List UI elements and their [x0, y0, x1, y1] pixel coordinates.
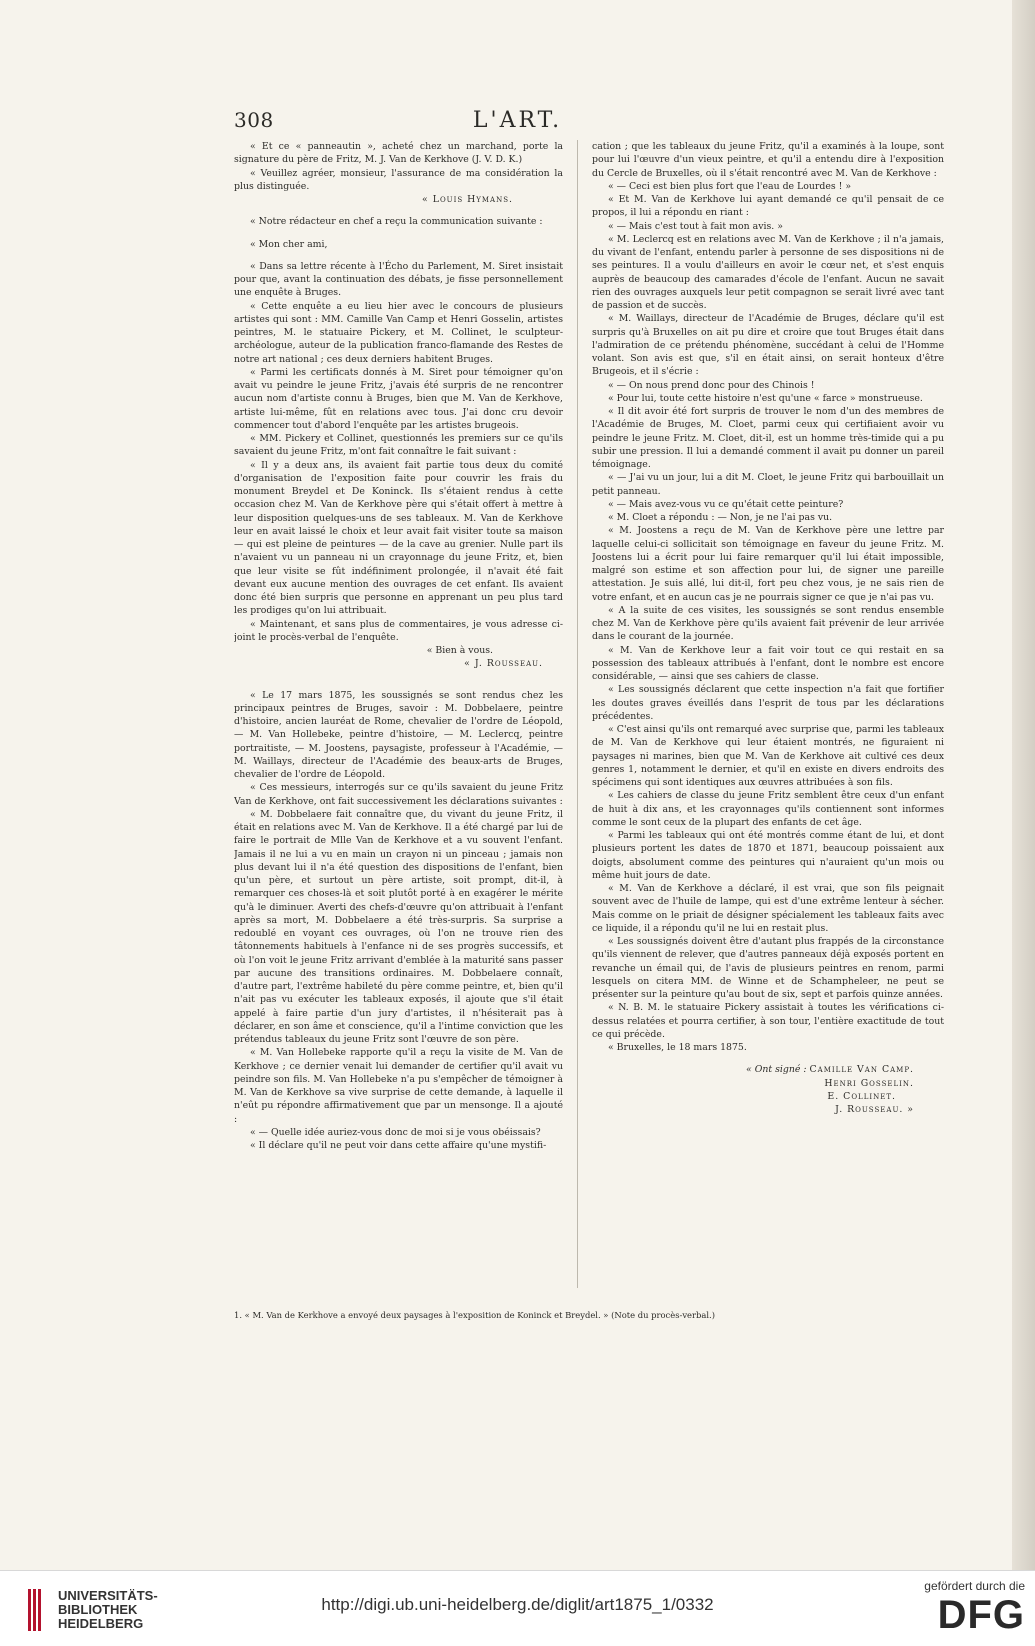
paragraph: « Le 17 mars 1875, les soussignés se sont rendus chez les principaux peintres de Bruges, savoir : M. Dobbelaere, peintre d'histoire, ancien lauréat de Rome, chevalier de l'ordre de Léopold, — M. Van Hollebeke, peintre d'histoire, — M. Leclercq, peintre portraitiste, — M. Joostens, paysagiste, professeur à l'Académie, — M. Waillays, directeur de l'Académie des beaux-arts de Bruges, chevalier de l'ordre de Léopold. [234, 689, 563, 780]
paragraph: « A la suite de ces visites, les soussignés se sont rendus ensemble chez M. Van de Kerkhove père qu'ils avaient fait prévenir de leur arrivée dans le courant de la journée. [592, 604, 944, 643]
library-name-line: BIBLIOTHEK [58, 1602, 138, 1617]
paragraph: « Veuillez agréer, monsieur, l'assurance de ma considération la plus distinguée. [234, 167, 563, 192]
paragraph: « Parmi les certificats donnés à M. Siret pour témoigner qu'on avait vu peindre le jeune Fritz, j'avais été surpris de ne rencontrer aucun nom d'artiste connu à Bruges, bien que M. Van de Kerkhove, artiste lui-même, fût en relations avec tous. J'ai donc cru devoir commencer tout d'abord l'enquête par les artistes brugeois. [234, 366, 563, 431]
paragraph: « Il y a deux ans, ils avaient fait partie tous deux du comité d'organisation de l'exposition faite pour couvrir les frais du monument Breydel et De Koninck. Ils s'étaient rendus à cette occasion chez M. Van de Kerkhove père qui s'était offert à mettre à leur disposition quelques-uns de ses tableaux. M. Van de Kerkhove leur en avait laissé le choix et leur avait fait visiter toute sa maison — qui est pleine de peintures — de la cave au grenier. Nulle part ils n'avaient vu un panneau ni un crayonnage du jeune Fritz, et, bien que leur visite se fût indéfiniment prolongée, il n'avait été fait devant eux aucune mention des ouvrages de cet enfant. Ils avaient donc été bien surpris que personne en apprenant un peu plus tard les prodiges qu'on lui attribuait. [234, 459, 563, 617]
paragraph: « MM. Pickery et Collinet, questionnés les premiers sur ce qu'ils savaient du jeune Fritz, m'ont fait connaître le fait suivant : [234, 433, 563, 458]
library-name-line: UNIVERSITÄTS- [58, 1588, 158, 1603]
closing: « Bien à vous. [426, 645, 493, 656]
signature-hymans: « Louis Hymans. [422, 194, 513, 205]
permalink[interactable]: http://digi.ub.uni-heidelberg.de/diglit/art1875_1/0332 [321, 1595, 714, 1614]
paragraph: « Il dit avoir été fort surpris de trouver le nom d'un des membres de l'Académie de Bruges, M. Cloet, parmi ceux qui certifiaient avoir vu peindre le jeune Fritz. M. Cloet, dit-il, est un homme très-timide qui a pu subir une pression. Il lui a demandé comment il avait pu donner un pareil témoignage. [592, 406, 944, 470]
paragraph: « Dans sa lettre récente à l'Écho du Parlement, M. Siret insistait pour que, avant la continuation des débats, je fisse personnellement une enquête à Bruges. [234, 260, 563, 299]
paragraph: « M. Van de Kerkhove a déclaré, il est vrai, que son fils peignait souvent avec de l'huile de lampe, qui est d'une extrême lenteur à sécher. Mais comme on le priait de désigner spécialement les tableaux faits avec ce liquide, il a répondu qu'il ne lui en restait plus. [592, 883, 944, 934]
paragraph: « Les cahiers de classe du jeune Fritz semblent être ceux d'un enfant de huit à dix ans, et les crayonnages qu'ils contiennent sont informes comme le sont ceux de la plupart des enfants de cet âge. [592, 790, 944, 828]
paragraph: « Cette enquête a eu lieu hier avec le concours de plusieurs artistes qui sont : MM. Camille Van Camp et Henri Gosselin, artistes peintres, M. le statuaire Pickery, et M. Collinet, le sculpteur-archéologue, auteur de la publication franco-flamande des Restes de notre art national ; ces deux derniers habitent Bruges. [234, 300, 563, 365]
signer: Camille Van Camp. [809, 1064, 914, 1076]
paragraph: « M. Leclercq est en relations avec M. Van de Kerkhove ; il n'a jamais, du vivant de l'enfant, entendu parler à personne de ses dispositions ni de ses peintures. Il a voulu d'ailleurs en avoir le cœur net, et s'est enquis auprès de beaucoup des camarades d'école de l'enfant. Aucun ne savait rien des ouvrages auxquels leur petit compagnon se serait livré avec tant de passion et de succès. [592, 233, 944, 311]
page-edge [1012, 0, 1035, 1570]
signer: E. Collinet. [827, 1090, 896, 1102]
paragraph: « — Mais avez-vous vu ce qu'était cette peinture? [608, 498, 844, 510]
signature-rousseau: « J. Rousseau. [464, 658, 543, 670]
left-column [234, 140, 563, 1288]
paragraph: « — Ceci est bien plus fort que l'eau de Lourdes ! » [608, 180, 852, 192]
dfg-logo: DFG [937, 1593, 1025, 1637]
paragraph: « Pour lui, toute cette histoire n'est qu'une « farce » monstrueuse. [608, 392, 923, 404]
paragraph: « N. B. M. le statuaire Pickery assistait à toutes les vérifications ci-dessus relatées et pourra certifier, à son tour, l'entière exactitude de tout ce qui précède. [592, 1002, 944, 1040]
paragraph: « Parmi les tableaux qui ont été montrés comme étant de lui, et dont plusieurs portent les dates de 1870 et 1871, beaucoup poissaient aux doigts, absolument comme des peintures qui n'auraient qu'un mois ou même huit jours de date. [592, 830, 944, 881]
paragraph: « M. Waillays, directeur de l'Académie de Bruges, déclare qu'il est surpris qu'à Bruxelles on ait pu dire et croire que tout Bruges était dans l'admiration de ce prétendu phénomène, succédant à celui de l'Homme volant. Son avis est que, s'il en était ainsi, on serait honteux d'être Brugeois, et il s'écrie : [592, 313, 944, 378]
paragraph: « M. Van de Kerkhove leur a fait voir tout ce qui restait en sa possession des tableaux attribués à l'enfant, dont le nombre est encore considérable, — ainsi que ses cahiers de classe. [592, 644, 944, 682]
paragraph: « Notre rédacteur en chef a reçu la communication suivante : [250, 216, 543, 228]
paragraph: « — On nous prend donc pour des Chinois ! [608, 379, 815, 391]
library-name-line: HEIDELBERG [58, 1616, 144, 1631]
paragraph: « — Mais c'est tout à fait mon avis. » [608, 220, 783, 232]
paragraph: cation ; que les tableaux du jeune Fritz, qu'il a examinés à la loupe, sont pour lui l'œuvre d'un vieux peintre, et qu'il a entendu dire à l'exposition du Cercle de Bruxelles, où il s'était rencontré avec M. Van de Kerkhove : [592, 141, 944, 179]
paragraph: « M. Cloet a répondu : — Non, je ne l'ai pas vu. [608, 512, 833, 523]
signature-block [592, 1063, 944, 1076]
paragraph: « M. Dobbelaere fait connaître que, du vivant du jeune Fritz, il était en relations avec M. Van de Kerkhove. Il a été chargé par lui de faire le portrait de Mlle Van de Kerkhove et a vu souvent l'enfant. Jamais il ne lui a vu en main un crayon ni un pinceau ; jamais non plus devant lui il n'a été question des dispositions de l'enfant, bien qu'un père, et surtout un père artiste, soit prompt, dit-il, à remarquer ces choses-là et soit plutôt porté à en exagérer le mérite qu'à le diminuer. Averti des chefs-d'œuvre qu'on attribuait à l'enfant après sa mort, M. Dobbelaere a été très-surpris. Sa surprise a redoublé en voyant ces ouvrages, où l'on ne trouve rien des tâtonnements habituels à l'enfance ni de ses progrès successifs, et où l'on voit le jeune Fritz arrivant d'emblée à la maturité sans passer par aucune des transitions ordinaires. M. Dobbelaere connaît, d'autre part, l'extrême habileté du père comme peintre, et, bien qu'il n'ait pas vu exécuter les tableaux exposés, il ajoute que s'il était appelé à faire partie d'un jury d'artistes, il n'hésiterait pas à déclarer, en son âme et conscience, qu'il a l'intime conviction que les prétendus tableaux du jeune Fritz sont l'œuvre de son père. [234, 808, 563, 1045]
page-number: 308 [234, 108, 274, 132]
salutation: « Mon cher ami, [250, 238, 328, 250]
paragraph: « M. Joostens a reçu de M. Van de Kerkhove père une lettre par laquelle celui-ci sollicitait son témoignage en faveur du jeune Fritz. M. Joostens lui a écrit pour lui faire remarquer qu'il lui était impossible, malgré son estime et son affection pour lui, de signer une pareille attestation. Je suis allé, lui dit-il, fort peu chez vous, je ne sais rien de votre enfant, et en aucun cas je ne pourrais signer ce que je n'ai pas vu. [592, 525, 944, 603]
paragraph: « C'est ainsi qu'ils ont remarqué avec surprise que, parmi les tableaux de M. Van de Kerkhove qui leur étaient montrés, ne figuraient ni paysages ni marines, bien que M. Van de Kerkhove ait cultivé ces deux genres 1, notamment le dernier, et qu'il en existe en divers endroits des spécimens qui sont identiques aux œuvres attribuées à son fils. [592, 724, 944, 788]
running-head [0, 108, 1035, 138]
paragraph: « — Quelle idée auriez-vous donc de moi si je vous obéissais? [250, 1126, 541, 1138]
footnote: 1. « M. Van de Kerkhove a envoyé deux paysages à l'exposition de Koninck et Breydel. » (Note du procès-verbal.) [234, 1310, 715, 1320]
paragraph: « — J'ai vu un jour, lui a dit M. Cloet, le jeune Fritz qui barbouillait un petit panneau. [592, 472, 944, 497]
right-column [592, 140, 944, 1288]
paragraph: « Les soussignés doivent être d'autant plus frappés de la circonstance qu'ils viennent de relever, que d'autres panneaux déjà exposés portent en revanche un émail qui, de l'avis de plusieurs peintres en renom, parmi lesquels on citera MM. de Winne et de Schampheleer, ne peut se présenter sur la peinture qu'au bout de six, sept et parfois quinze années. [592, 936, 944, 1000]
signed-intro: « Ont signé : [746, 1064, 807, 1076]
column-divider [577, 140, 578, 1288]
paragraph: « Et M. Van de Kerkhove lui ayant demandé ce qu'il pensait de ce propos, il lui a répondu en riant : [592, 194, 944, 219]
funder-caption: gefördert durch die [924, 1579, 1025, 1593]
paragraph: « Et ce « panneautin », acheté chez un marchand, porte la signature du père de Fritz, M. J. Van de Kerkhove (J. V. D. K.) [234, 141, 563, 166]
paragraph: « M. Van Hollebeke rapporte qu'il a reçu la visite de M. Van de Kerkhove ; ce dernier venait lui demander de certifier qu'il avait vu peindre son fils. M. Van Hollebeke n'a pu s'empêcher de témoigner à M. Van de Kerkhove sa vive surprise de cette demande, à laquelle il n'eût pu répondre affirmativement que par un mensonge. Il a ajouté : [234, 1047, 563, 1125]
signer: J. Rousseau. » [835, 1104, 914, 1115]
date-line: « Bruxelles, le 18 mars 1875. [608, 1042, 747, 1053]
signer: Henri Gosselin. [824, 1077, 914, 1089]
footer-bar [0, 1570, 1035, 1646]
journal-title: L'ART. [472, 108, 563, 133]
paragraph: « Il déclare qu'il ne peut voir dans cette affaire qu'une mystifi- [250, 1140, 547, 1151]
paragraph: « Ces messieurs, interrogés sur ce qu'ils savaient du jeune Fritz Van de Kerkhove, ont fait successivement les déclarations suivantes : [234, 782, 563, 807]
paragraph: « Les soussignés déclarent que cette inspection n'a fait que fortifier les doutes graves éveillés dans l'esprit de tous par les déclarations précédentes. [592, 684, 944, 722]
paragraph: « Maintenant, et sans plus de commentaires, je vous adresse ci-joint le procès-verbal de l'enquête. [234, 618, 563, 643]
